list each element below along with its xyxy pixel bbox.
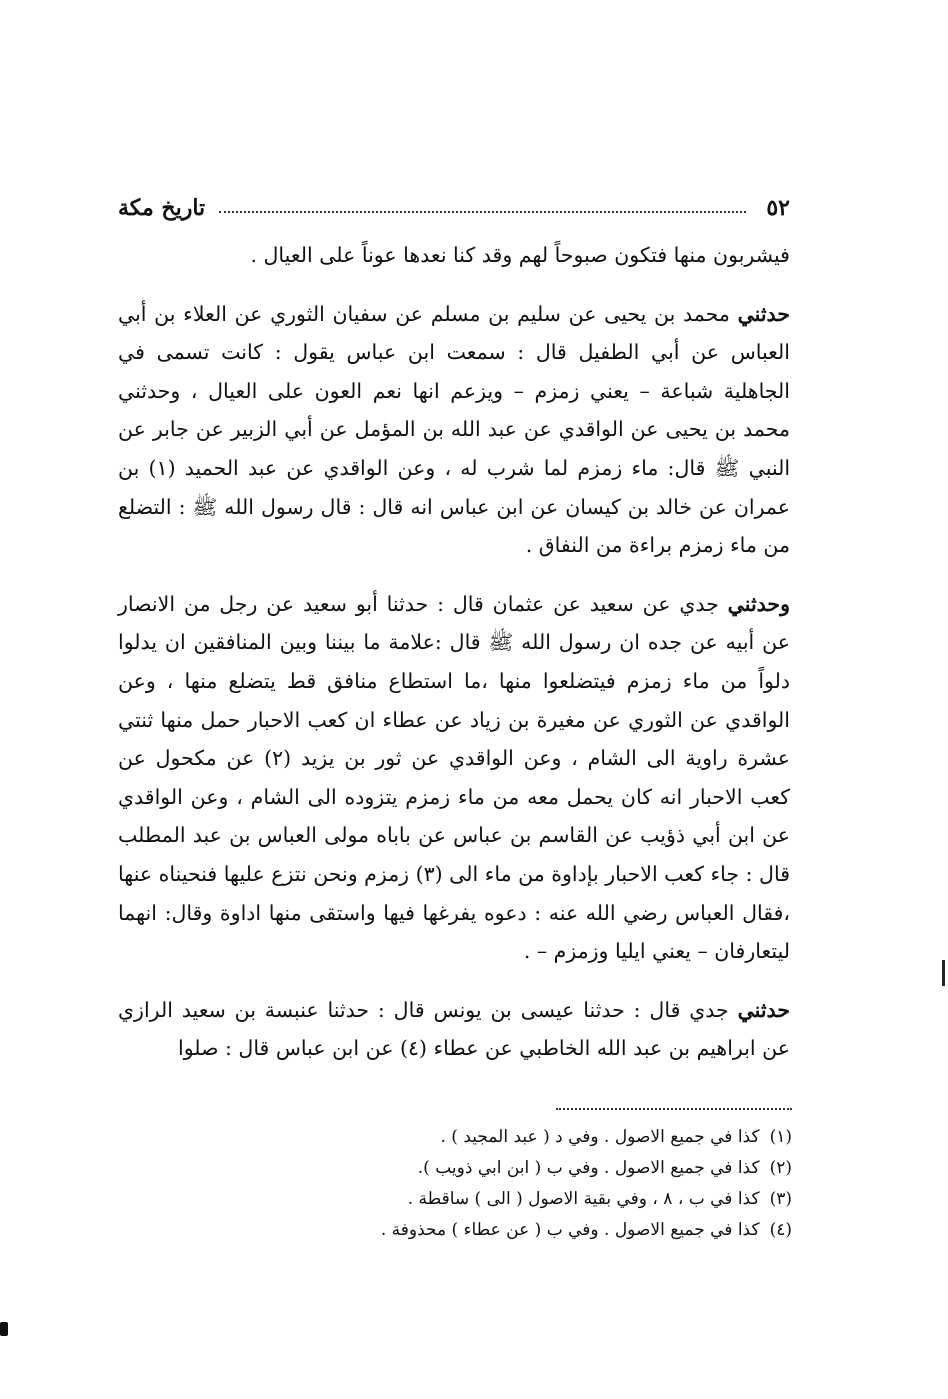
scan-margin-mark — [0, 1322, 8, 1336]
paragraph-text: محمد بن يحيى عن سليم بن مسلم عن سفيان الثوري عن العلاء بن أبي العباس عن أبي الطفيل قال : سمعت ابن عباس يقول : كانت تسمى في الجاهلية شباعة – يعني زمزم – ويزعم انها نعم العون على العيال ، وحدثني محمد بن يحيى عن الواقدي عن عبد الله بن المؤمل عن أبي الزبير عن جابر عن النبي ﷺ قال: ماء زمزم لما شرب له ، وعن الواقدي عن عبد الحميد (١) بن عمران عن خالد بن كيسان عن ابن عباس انه قال : قال رسول الله ﷺ : التضلع من ماء زمزم براءة من النفاق . — [118, 301, 791, 558]
header-dotted-rule — [219, 211, 746, 213]
paragraph-text: فيشربون منها فتكون صبوحاً لهم وقد كنا نعدها عوناً على العيال . — [250, 243, 790, 267]
footnote-separator — [556, 1108, 792, 1110]
footnote-3 — [360, 1184, 792, 1215]
footnote-4 — [360, 1215, 792, 1246]
paragraph-lead: وحدثني — [727, 591, 790, 616]
paragraph-text: جدي قال : حدثنا عيسى بن يونس قال : حدثنا عنبسة بن سعيد الرازي عن ابراهيم بن عبد الله الخاطبي عن عطاء (٤) عن ابن عباس قال : صلوا — [118, 997, 790, 1061]
page-number: ٥٢ — [766, 195, 790, 221]
footnote-text: كذا في جميع الاصول . وفي ب ( عن عطاء ) محذوفة . — [380, 1220, 760, 1240]
body-text — [118, 236, 790, 1068]
scan-edge-mark — [942, 960, 945, 986]
footnote-number: (١) — [769, 1127, 792, 1147]
paragraph-3 — [118, 585, 790, 971]
footnote-text: كذا في ب ، ٨ ، وفي بقية الاصول ( الى ) ساقطة . — [407, 1189, 760, 1209]
footnote-number: (٣) — [769, 1189, 792, 1209]
paragraph-lead: حدثني — [737, 301, 790, 326]
footnote-text: كذا في جميع الاصول . وفي د ( عبد المجيد ) . — [440, 1127, 760, 1147]
paragraph-4 — [118, 991, 790, 1068]
footnote-1 — [360, 1122, 792, 1153]
footnote-number: (٢) — [769, 1158, 792, 1178]
running-title: تاريخ مكة — [118, 195, 206, 221]
footnote-number: (٤) — [769, 1220, 792, 1240]
footnotes — [360, 1122, 792, 1246]
footnote-2 — [360, 1153, 792, 1184]
paragraph-lead: حدثني — [737, 997, 790, 1022]
paragraph-text: جدي عن سعيد عن عثمان قال : حدثنا أبو سعيد عن رجل من الانصار عن أبيه عن جده ان رسول الله ﷺ قال :علامة ما بيننا وبين المنافقين ان يدلوا دلواً من ماء زمزم فيتضلعوا منها ،ما استطاع منافق قط يتضلع منها ، وعن الواقدي عن الثوري عن مغيرة بن زياد عن عطاء ان كعب الاحبار حمل منها ثنتي عشرة راوية الى الشام ، وعن الواقدي عن ثور بن يزيد (٢) عن مكحول عن كعب الاحبار انه كان يحمل معه من ماء زمزم يتزوده الى الشام ، وعن الواقدي عن ابن أبي ذؤيب عن القاسم بن عباس عن باباه مولى العباس بن عبد المطلب قال : جاء كعب الاحبار بإداوة من ماء الى (٣) زمزم ونحن نتزع عليها فنحيناه عنها ،فقال العباس رضي الله عنه : دعوه يفرغها فيها واستقى منها اداوة وقال: انهما ليتعارفان – يعني ايليا وزمزم – . — [118, 591, 791, 964]
paragraph-2 — [118, 295, 790, 565]
page-header — [118, 190, 790, 226]
paragraph-1 — [118, 236, 790, 275]
footnote-text: كذا في جميع الاصول . وفي ب ( ابن ابي ذويب ). — [417, 1158, 760, 1178]
